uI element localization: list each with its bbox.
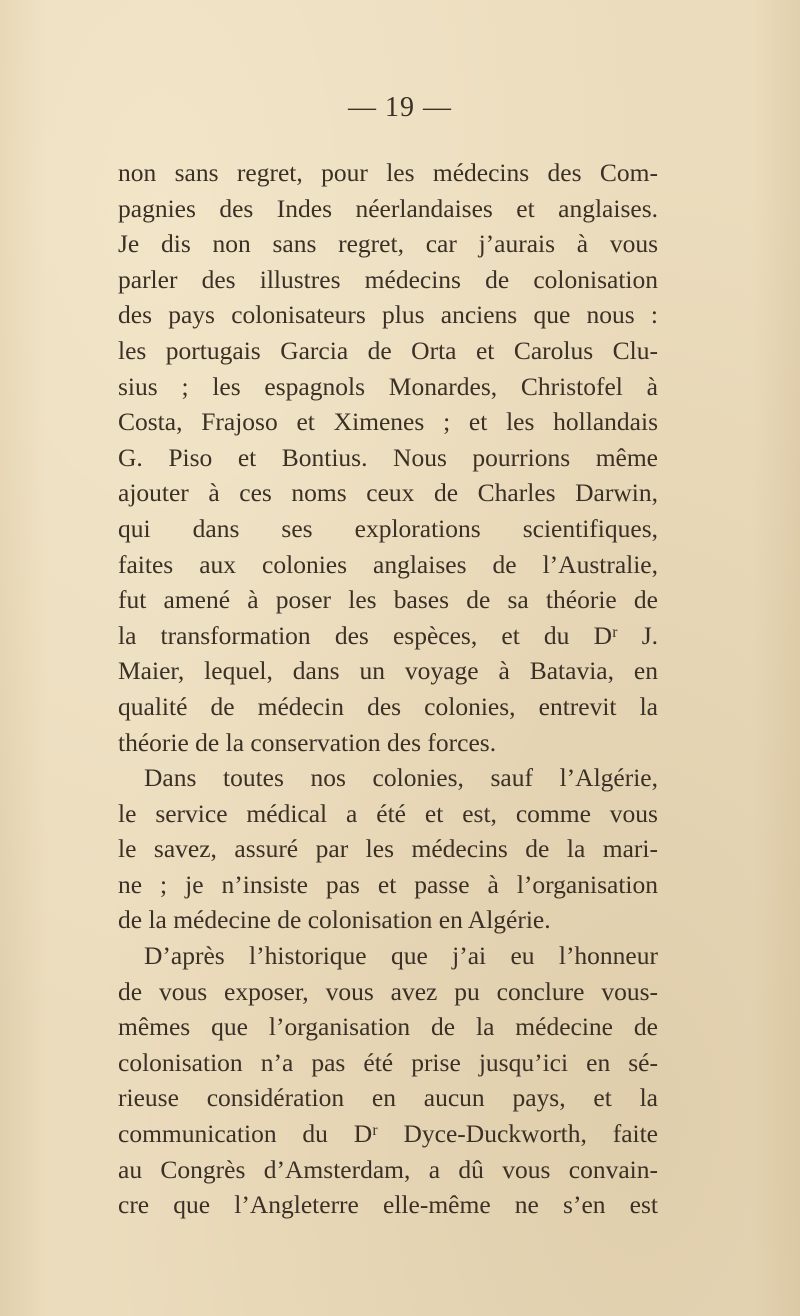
text-line: ne ; je n’insiste pas et passe à l’organisation: [118, 869, 658, 899]
text-line: fut amené à poser les bases de sa théorie de: [118, 585, 658, 615]
text-line: de vous exposer, vous avez pu conclure vous-: [118, 976, 658, 1006]
text-line: cre que l’Angleterre elle-même ne s’en est: [118, 1190, 658, 1220]
paragraph-start-line: Dans toutes nos colonies, sauf l’Algérie,: [144, 763, 658, 793]
text-line: les portugais Garcia de Orta et Carolus Clu-: [118, 335, 658, 365]
text-line: communication du Dʳ Dyce-Duckworth, faite: [118, 1119, 658, 1149]
text-line: non sans regret, pour les médecins des Com-: [118, 158, 658, 187]
text-line: ajouter à ces noms ceux de Charles Darwin,: [118, 478, 658, 508]
text-line: pagnies des Indes néerlandaises et anglaises.: [118, 193, 658, 223]
text-line: G. Piso et Bontius. Nous pourrions même: [118, 442, 658, 472]
text-line: parler des illustres médecins de colonisation: [118, 264, 658, 294]
page-number: — 19 —: [348, 92, 452, 123]
text-line: de la médecine de colonisation en Algérie.: [118, 905, 551, 935]
text-line: colonisation n’a pas été prise jusqu’ici en sé-: [118, 1047, 658, 1077]
text-line: la transformation des espèces, et du Dʳ J.: [118, 620, 658, 650]
text-line: Je dis non sans regret, car j’aurais à vous: [118, 229, 658, 259]
paragraph-start-line: D’après l’historique que j’ai eu l’honneur: [144, 941, 658, 971]
text-line: rieuse considération en aucun pays, et la: [118, 1083, 658, 1113]
text-line: Costa, Frajoso et Ximenes ; et les hollandais: [118, 407, 658, 437]
text-line: théorie de la conservation des forces.: [118, 727, 497, 757]
text-line: Maier, lequel, dans un voyage à Batavia, en: [118, 656, 658, 686]
text-line: qualité de médecin des colonies, entrevit la: [118, 691, 658, 721]
body-text: [118, 155, 658, 1223]
text-line: des pays colonisateurs plus anciens que nous :: [118, 300, 658, 330]
text-line: faites aux colonies anglaises de l’Australie,: [118, 549, 658, 579]
text-line: sius ; les espagnols Monardes, Christofel à: [118, 371, 658, 401]
text-line: le service médical a été et est, comme vous: [118, 798, 658, 828]
text-line: le savez, assuré par les médecins de la mari-: [118, 834, 658, 864]
text-line: qui dans ses explorations scientifiques,: [118, 513, 658, 543]
text-line: mêmes que l’organisation de la médecine de: [118, 1012, 658, 1042]
text-line: au Congrès d’Amsterdam, a dû vous convain-: [118, 1154, 658, 1184]
